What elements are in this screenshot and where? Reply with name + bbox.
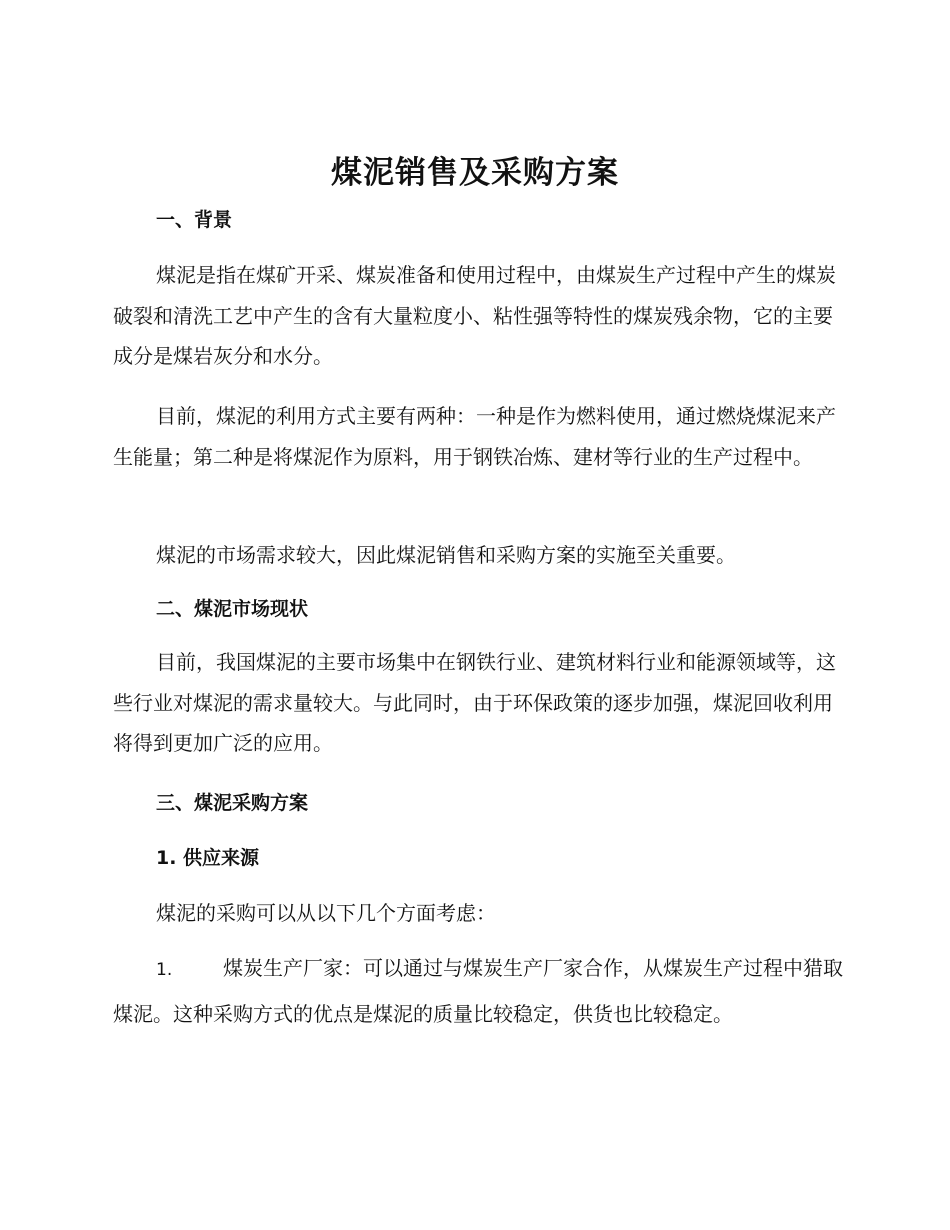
subheading-supply-source: 1. 供应来源: [156, 847, 260, 869]
paragraph-procurement-intro: 煤泥的采购可以从以下几个方面考虑：: [156, 901, 496, 925]
paragraph-background-definition: 煤泥是指在煤矿开采、煤炭准备和使用过程中，由煤炭生产过程中产生的煤炭破裂和清洗工艺中产生的含有大量粒度小、粘性强等特性的煤炭残余物，它的主要成分是煤岩灰分和水分。: [113, 263, 836, 368]
paragraph-background-usage: 目前，煤泥的利用方式主要有两种：一种是作为燃料使用，通过燃烧煤泥来产生能量；第二种是将煤泥作为原料，用于钢铁冶炼、建材等行业的生产过程中。: [113, 404, 836, 469]
section-heading-market: 二、煤泥市场现状: [156, 598, 309, 620]
paragraph-background-demand: 煤泥的市场需求较大，因此煤泥销售和采购方案的实施至关重要。: [156, 543, 736, 567]
paragraph-market-status: 目前，我国煤泥的主要市场集中在钢铁行业、建筑材料行业和能源领域等，这些行业对煤泥的需求量较大。与此同时，由于环保政策的逐步加强，煤泥回收利用将得到更加广泛的应用。: [113, 650, 836, 755]
section-heading-background: 一、背景: [156, 209, 233, 231]
list-item-text: 煤炭生产厂家：可以通过与煤炭生产厂家合作，从煤炭生产过程中猎取煤泥。这种采购方式的优点是煤泥的质量比较稳定，供货也比较稳定。: [113, 956, 843, 1026]
document-title: 煤泥销售及采购方案: [331, 155, 619, 191]
section-heading-procurement: 三、煤泥采购方案: [156, 792, 309, 814]
list-item: [113, 946, 843, 1036]
list-item-number: 1.: [156, 960, 173, 980]
